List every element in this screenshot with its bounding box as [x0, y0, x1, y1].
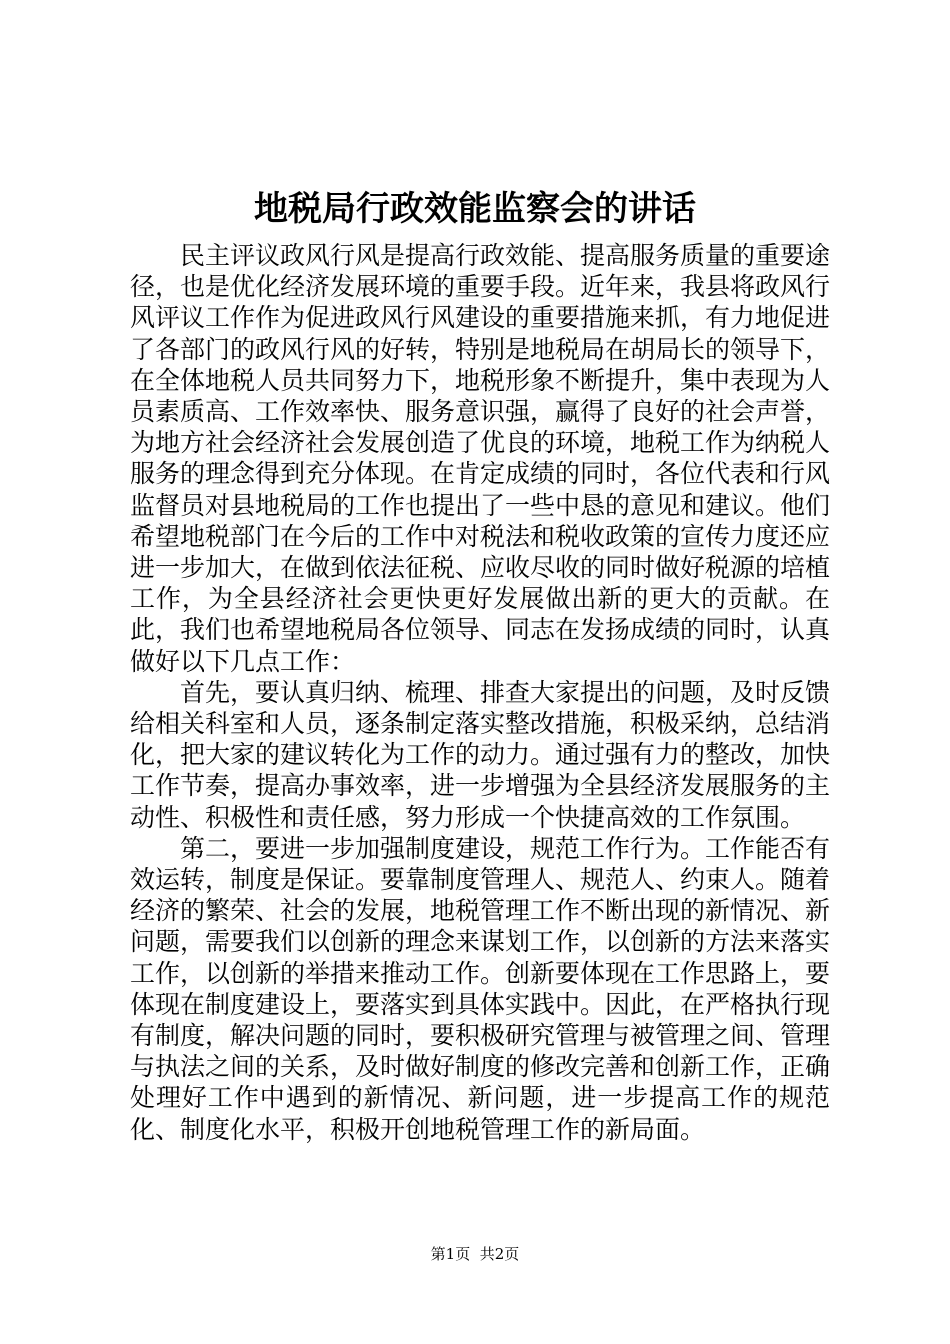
- page-total: 共2页: [479, 1245, 520, 1263]
- page-number: 第1页: [430, 1245, 471, 1263]
- page-footer: [0, 1244, 950, 1264]
- paragraph-first-point: 首先，要认真归纳、梳理、排查大家提出的问题，及时反馈给相关科室和人员，逐条制定落实整改措施，积极采纳，总结消化，把大家的建议转化为工作的动力。通过强有力的整改，加快工作节奏，提高办事效率，进一步增强为全县经济发展服务的主动性、积极性和责任感，努力形成一个快捷高效的工作氛围。: [130, 677, 831, 832]
- footer-separator: [470, 1245, 480, 1263]
- paragraph-second-point: 第二，要进一步加强制度建设，规范工作行为。工作能否有效运转，制度是保证。要靠制度管理人、规范人、约束人。随着经济的繁荣、社会的发展，地税管理工作不断出现的新情况、新问题，需要我们以创新的理念来谋划工作，以创新的方法来落实工作，以创新的举措来推动工作。创新要体现在工作思路上，要体现在制度建设上，要落实到具体实践中。因此，在严格执行现有制度，解决问题的同时，要积极研究管理与被管理之间、管理与执法之间的关系，及时做好制度的修改完善和创新工作，正确处理好工作中遇到的新情况、新问题，进一步提高工作的规范化、制度化水平，积极开创地税管理工作的新局面。: [130, 833, 831, 1144]
- paragraph-intro: 民主评议政风行风是提高行政效能、提高服务质量的重要途径，也是优化经济发展环境的重要手段。近年来，我县将政风行风评议工作作为促进政风行风建设的重要措施来抓，有力地促进了各部门的政风行风的好转，特别是地税局在胡局长的领导下，在全体地税人员共同努力下，地税形象不断提升，集中表现为人员素质高、工作效率快、服务意识强，赢得了良好的社会声誉，为地方社会经济社会发展创造了优良的环境，地税工作为纳税人服务的理念得到充分体现。在肯定成绩的同时，各位代表和行风监督员对县地税局的工作也提出了一些中恳的意见和建议。他们希望地税部门在今后的工作中对税法和税收政策的宣传力度还应进一步加大，在做到依法征税、应收尽收的同时做好税源的培植工作，为全县经济社会更快更好发展做出新的更大的贡献。在此，我们也希望地税局各位领导、同志在发扬成绩的同时，认真做好以下几点工作：: [130, 241, 831, 676]
- document-body: [130, 240, 830, 1145]
- document-title: 地税局行政效能监察会的讲话: [254, 189, 696, 229]
